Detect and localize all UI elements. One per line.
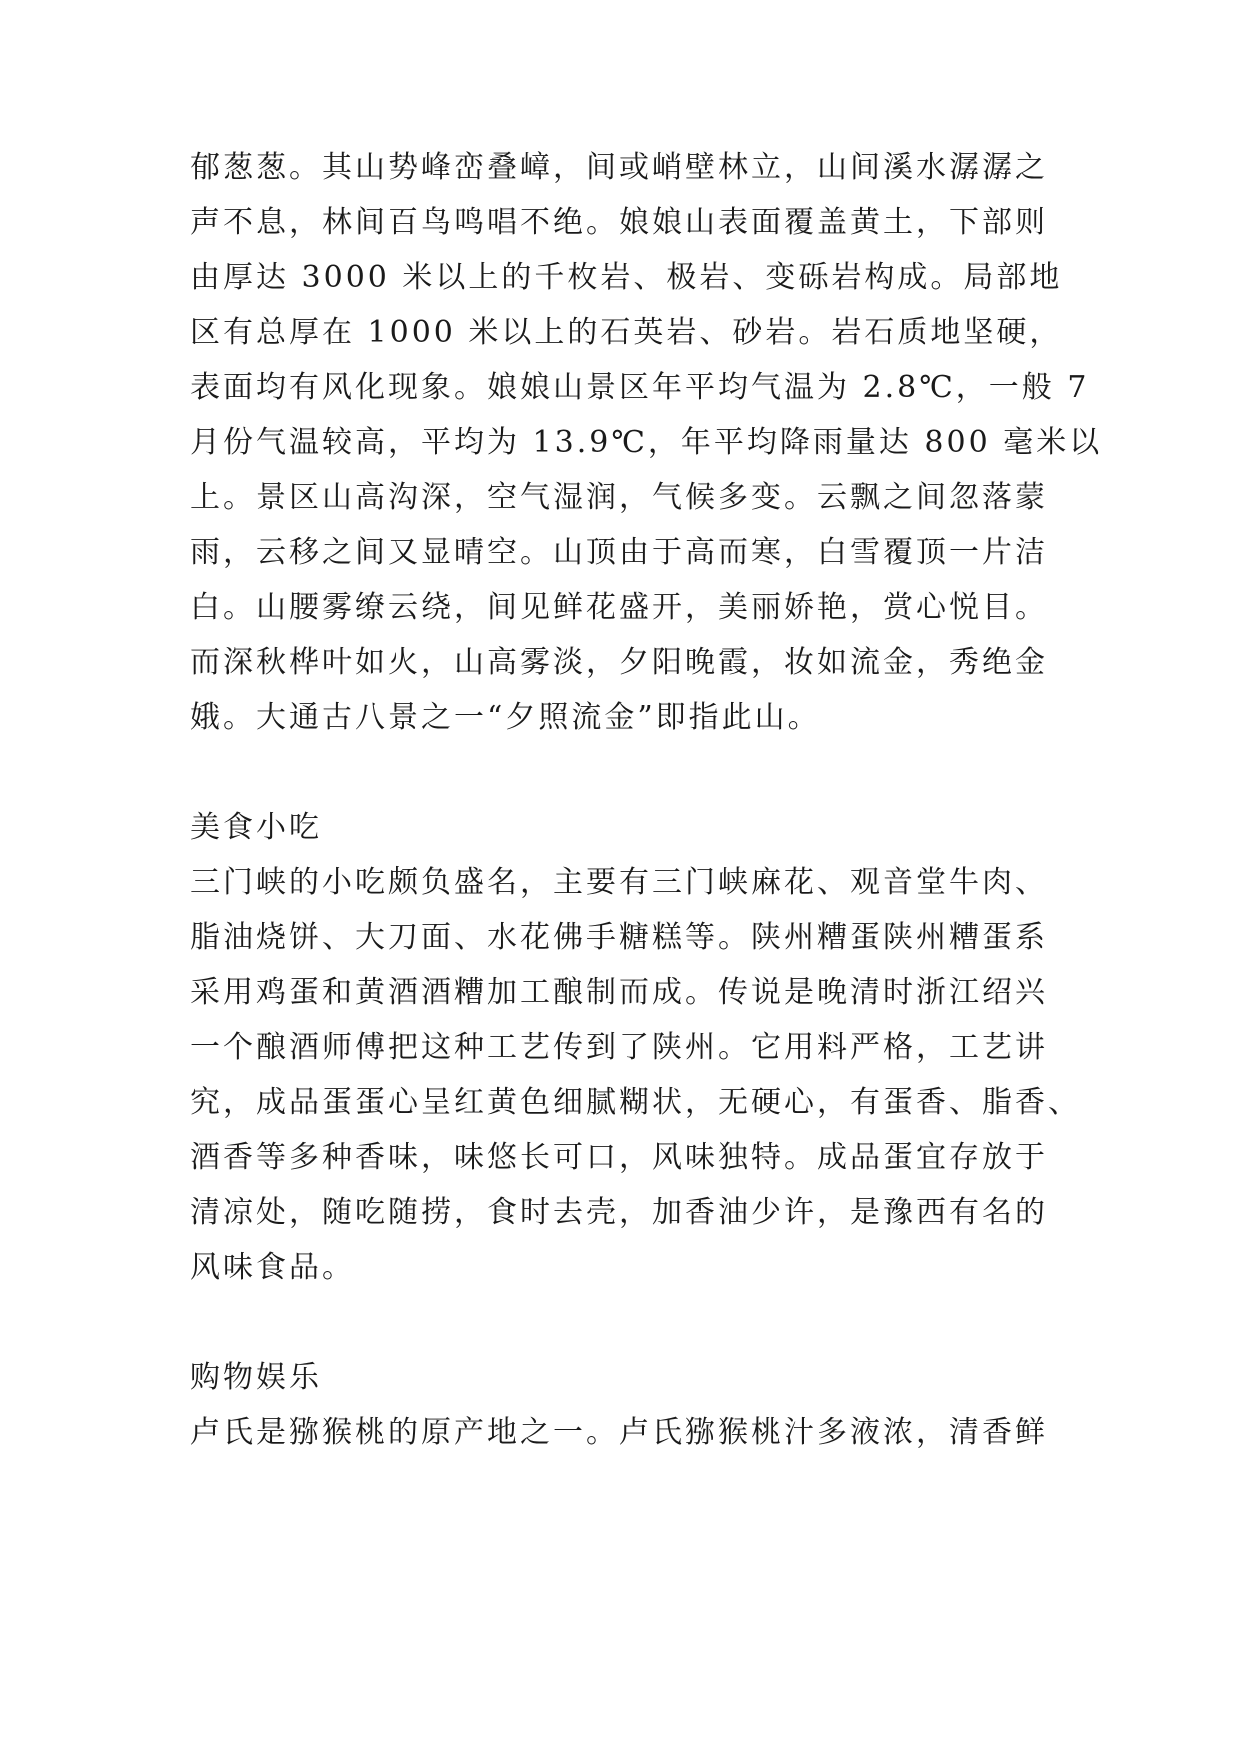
section-heading-food: 美食小吃: [190, 810, 322, 845]
paragraph-line: 区有总厚在 1000 米以上的石英岩、砂岩。岩石质地坚硬，: [190, 315, 1063, 350]
paragraph-line: 酒香等多种香味，味悠长可口，风味独特。成品蛋宜存放于: [190, 1140, 1048, 1175]
paragraph-line: 月份气温较高，平均为 13.9℃，年平均降雨量达 800 毫米以: [190, 425, 1103, 460]
paragraph-line: 上。景区山高沟深，空气湿润，气候多变。云飘之间忽落蒙: [190, 480, 1048, 515]
paragraph-line: 一个酿酒师傅把这种工艺传到了陕州。它用料严格，工艺讲: [190, 1030, 1048, 1065]
paragraph-line: 三门峡的小吃颇负盛名，主要有三门峡麻花、观音堂牛肉、: [190, 865, 1048, 900]
paragraph-line: 雨，云移之间又显晴空。山顶由于高而寒，白雪覆顶一片洁: [190, 535, 1048, 570]
paragraph-line: 娥。大通古八景之一“夕照流金”即指此山。: [190, 700, 821, 735]
paragraph-line: 由厚达 3000 米以上的千枚岩、极岩、变砾岩构成。局部地: [190, 260, 1063, 295]
paragraph-line: 脂油烧饼、大刀面、水花佛手糖糕等。陕州糟蛋陕州糟蛋系: [190, 920, 1048, 955]
paragraph-line: 清凉处，随吃随捞，食时去壳，加香油少许，是豫西有名的: [190, 1195, 1048, 1230]
paragraph-line: 采用鸡蛋和黄酒酒糟加工酿制而成。传说是晚清时浙江绍兴: [190, 975, 1048, 1010]
paragraph-line: 卢氏是猕猴桃的原产地之一。卢氏猕猴桃汁多液浓，清香鲜: [190, 1415, 1048, 1450]
paragraph-line: 白。山腰雾缭云绕，间见鲜花盛开，美丽娇艳，赏心悦目。: [190, 590, 1048, 625]
paragraph-line: 而深秋桦叶如火，山高雾淡，夕阳晚霞，妆如流金，秀绝金: [190, 645, 1048, 680]
paragraph-line: 究，成品蛋蛋心呈红黄色细腻糊状，无硬心，有蛋香、脂香、: [190, 1085, 1081, 1120]
paragraph-line: 风味食品。: [190, 1250, 355, 1285]
paragraph-line: 郁葱葱。其山势峰峦叠嶂，间或峭壁林立，山间溪水潺潺之: [190, 150, 1048, 185]
paragraph-line: 声不息，林间百鸟鸣唱不绝。娘娘山表面覆盖黄土，下部则: [190, 205, 1048, 240]
section-heading-shopping: 购物娱乐: [190, 1360, 322, 1395]
paragraph-line: 表面均有风化现象。娘娘山景区年平均气温为 2.8℃，一般 7: [190, 370, 1090, 405]
